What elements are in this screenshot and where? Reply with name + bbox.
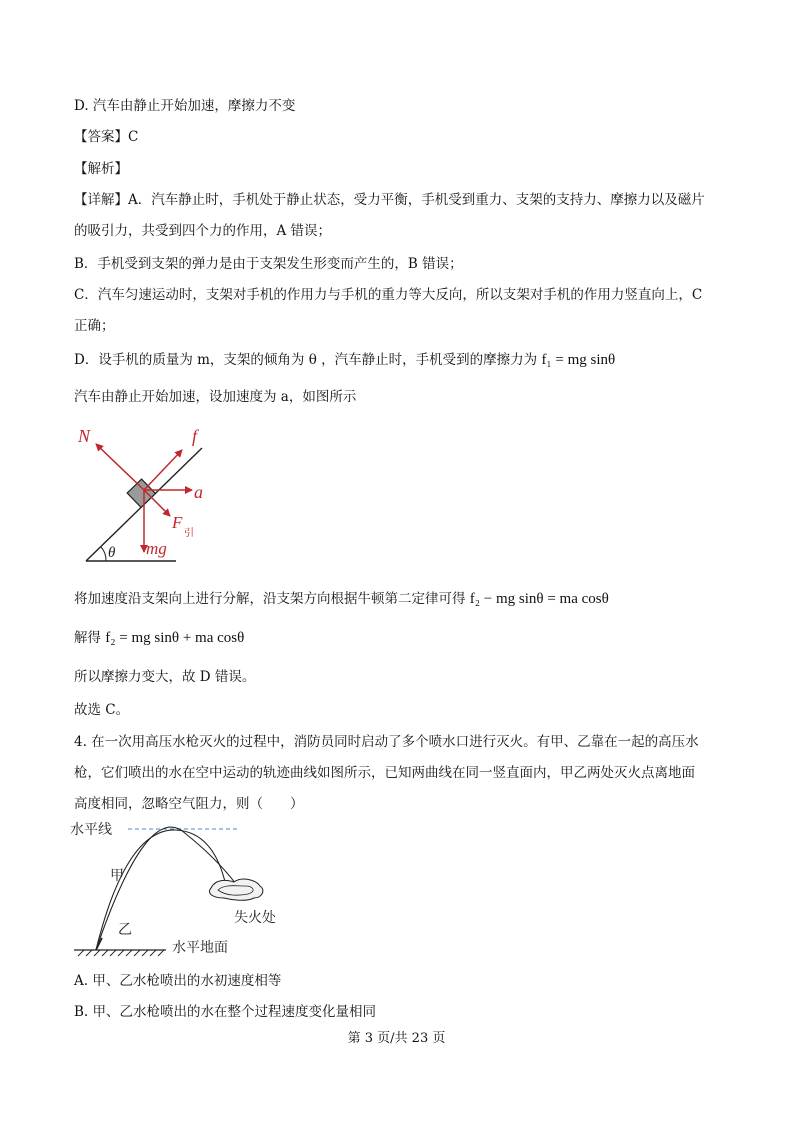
force-f-arrow [144, 450, 182, 490]
label-mg: mg [146, 539, 167, 558]
detail-b: B．手机受到支架的弹力是由于支架发生形变而产生的，B 错误； [74, 256, 463, 272]
detail-line-1: 【详解】A．汽车静止时，手机处于静止状态，受力平衡，手机受到重力、支架的支持力、摩擦力以及磁片 [74, 192, 705, 208]
decompose-text: 将加速度沿支架向上进行分解，沿支架方向根据牛顿第二定律可得 [74, 591, 466, 607]
detail-c-line-1: C．汽车匀速运动时，支架对手机的作用力与手机的重力等大反向，所以支架对手机的作用力竖直向上，C [74, 287, 703, 303]
label-f: f [192, 426, 198, 446]
trajectory-jia [96, 830, 226, 950]
label-theta: θ [108, 545, 116, 561]
page-footer: 第 3 页/共 23 页 [347, 1031, 446, 1046]
question-4-line-3: 高度相同，忽略空气阻力，则（ ） [74, 796, 304, 812]
question-4-line-2: 枪，它们喷出的水在空中运动的轨迹曲线如图所示，已知两曲线在同一竖直面内，甲乙两处灭火点离地面 [74, 765, 695, 781]
analysis-label: 【解析】 [74, 161, 128, 177]
decompose-line [74, 590, 609, 608]
solve-line [74, 629, 244, 647]
fire-puddle [209, 879, 262, 900]
accel-line: 汽车由静止开始加速，设加速度为 a，如图所示 [74, 389, 357, 405]
option-a: A. 甲、乙水枪喷出的水初速度相等 [74, 973, 282, 989]
label-horizon: 水平线 [70, 822, 112, 838]
answer-label: 【答案】C [74, 129, 139, 145]
formula-newton: f₂ − mg sinθ = ma cosθ [469, 591, 609, 607]
label-F-sub: 引 [184, 528, 194, 539]
detail-c-line-2: 正确； [74, 318, 115, 334]
question-4-line-1: 4. 在一次用高压水枪灭火的过程中，消防员同时启动了多个喷水口进行灭火。有甲、乙靠在一起的高压水 [74, 734, 699, 750]
force-N-arrow [96, 444, 144, 490]
label-ground: 水平地面 [172, 940, 228, 956]
choose-line: 故选 C。 [74, 702, 130, 718]
trajectory-diagram [66, 818, 296, 964]
force-F-arrow [144, 490, 170, 516]
detail-d-text: D．设手机的质量为 m，支架的倾角为 θ ，汽车静止时，手机受到的摩擦力为 [74, 352, 538, 368]
ground-hatching [78, 950, 164, 956]
label-N: N [78, 426, 91, 446]
solve-text: 解得 [74, 630, 101, 646]
angle-arc [101, 547, 106, 561]
formula-f2: f₂ = mg sinθ + ma cosθ [105, 630, 245, 646]
label-jia: 甲 [110, 868, 124, 884]
detail-d [74, 351, 615, 369]
force-diagram [70, 420, 220, 570]
option-b: B. 甲、乙水枪喷出的水在整个过程速度变化量相同 [74, 1004, 377, 1020]
conclusion-line: 所以摩擦力变大，故 D 错误。 [74, 669, 256, 685]
label-fire: 失火处 [234, 910, 276, 926]
detail-line-2: 的吸引力，共受到四个力的作用，A 错误； [74, 223, 332, 239]
option-d: D. 汽车由静止开始加速，摩擦力不变 [74, 98, 296, 114]
label-a: a [194, 482, 203, 502]
formula-f1: f₁ = mg sinθ [541, 352, 616, 368]
label-F: F [172, 513, 183, 532]
label-yi: 乙 [118, 922, 132, 938]
